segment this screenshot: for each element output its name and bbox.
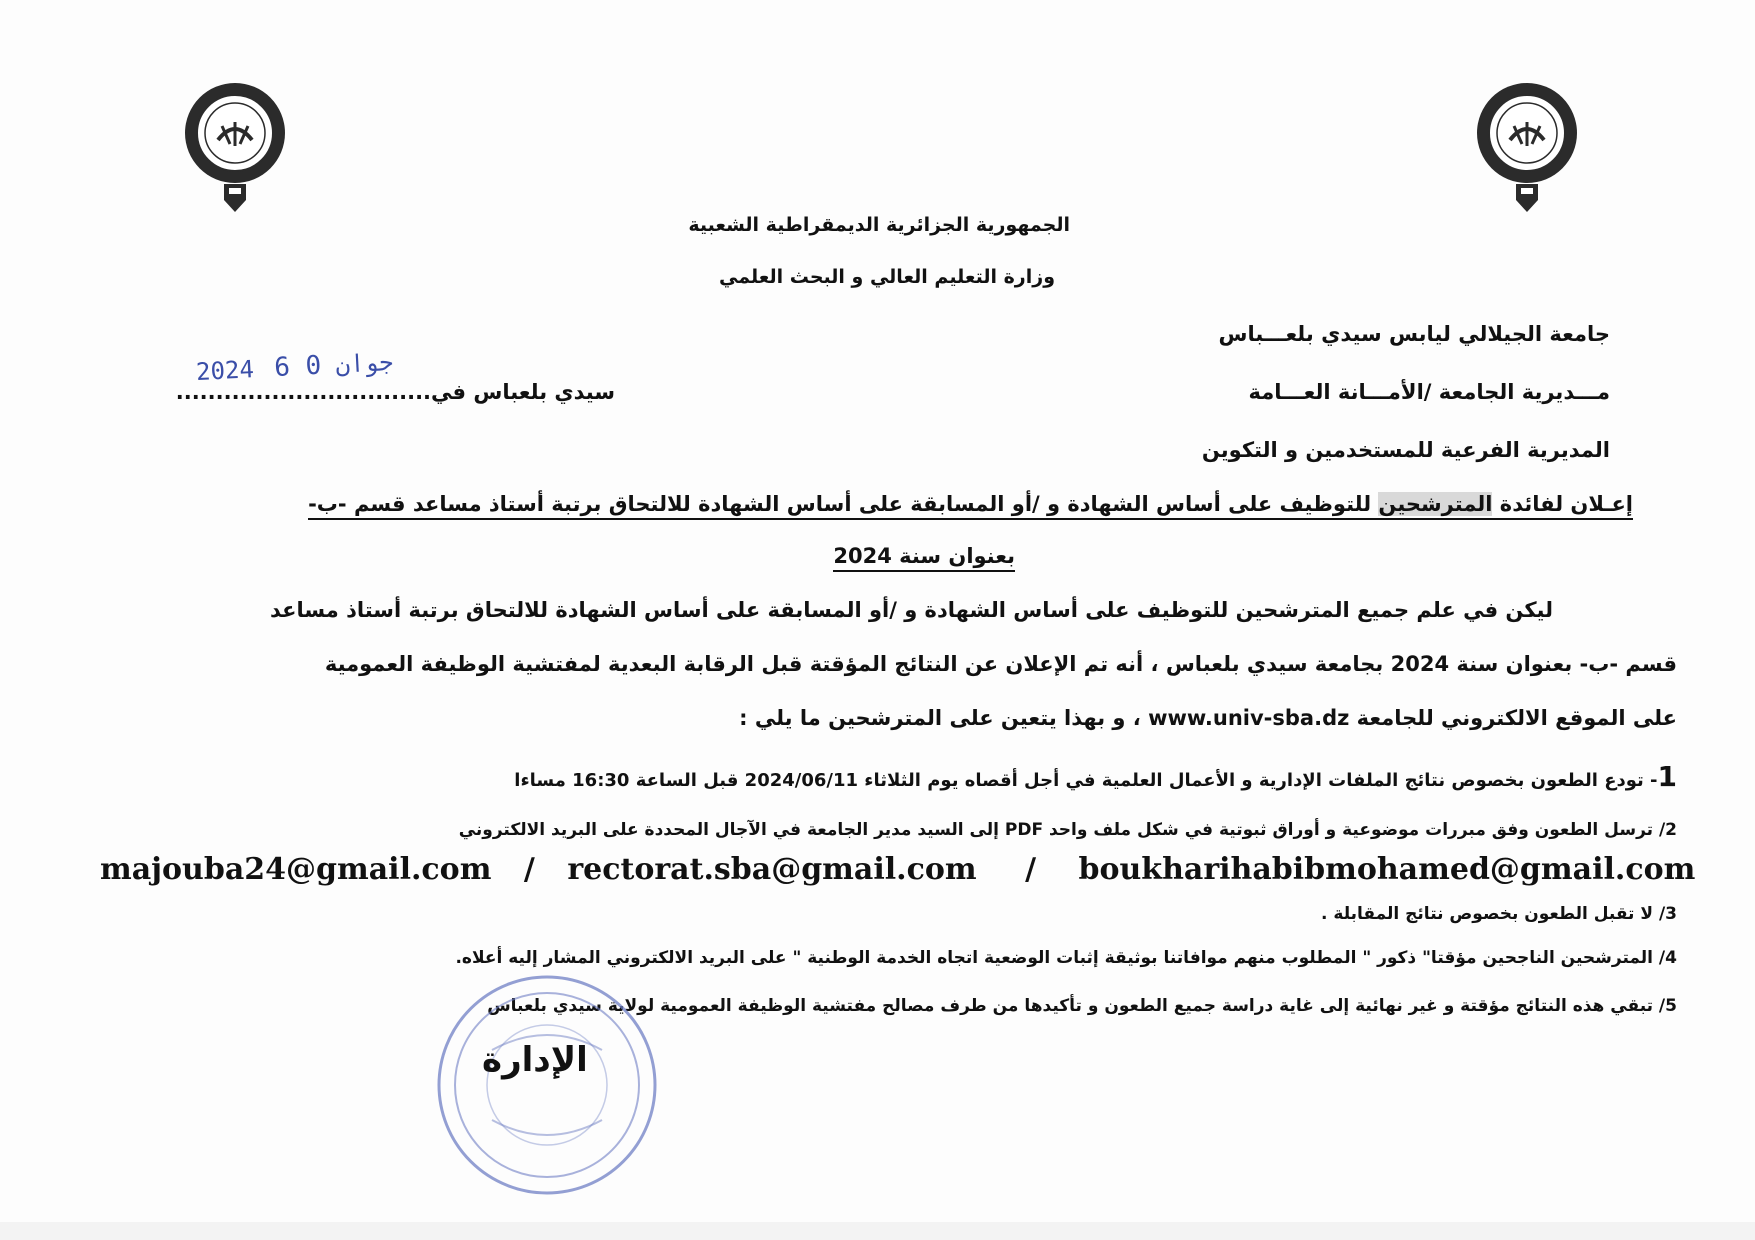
item-1-number: 1 bbox=[1657, 760, 1677, 793]
item-2: 2/ ترسل الطعون وفق مبررات موضوعية و أوراق ثبوتية في شكل ملف واحد PDF إلى السيد مدير الجامعة في الآجال المحددة على البريد الالكتروني bbox=[458, 820, 1677, 840]
announcement-title-line2: بعنوان سنة 2024 bbox=[833, 544, 1015, 572]
email-boukhari[interactable]: boukharihabibmohamed@gmail.com bbox=[1078, 852, 1696, 887]
body-line-1: ليكن في علم جميع المترشحين للتوظيف على أساس الشهادة و /أو المسابقة على أساس الشهادة للالتحاق برتبة أستاذ مساعد bbox=[270, 598, 1553, 622]
subdirectorate-name: المديرية الفرعية للمستخدمين و التكوين bbox=[1201, 438, 1610, 462]
date-stamp-month: جوان bbox=[334, 347, 395, 379]
item-1 bbox=[514, 760, 1677, 793]
official-seal bbox=[432, 970, 662, 1200]
signature-label: الإدارة bbox=[482, 1040, 588, 1080]
university-logo-left bbox=[180, 78, 290, 218]
title-prefix: إعـلان لفائدة bbox=[1492, 492, 1633, 516]
body-line-2: قسم -ب- بعنوان سنة 2024 بجامعة سيدي بلعباس ، أنه تم الإعلان عن النتائج المؤقتة قبل الرقابة البعدية لمفتشية الوظيفة العمومية bbox=[324, 652, 1677, 676]
title-highlight: المترشحين bbox=[1378, 492, 1493, 516]
ministry-header: وزارة التعليم العالي و البحث العلمي bbox=[719, 266, 1055, 288]
item-4: 4/ المترشحين الناجحين مؤقتا" ذكور " المطلوب منهم موافاتنا بوثيقة إثبات الوضعية اتجاه الخدمة الوطنية " على البريد الالكتروني المشار إليه أعلاه. bbox=[455, 948, 1677, 968]
email-separator-2: / bbox=[1025, 852, 1037, 887]
email-rectorat[interactable]: rectorat.sba@gmail.com bbox=[567, 852, 977, 887]
item-3: 3/ لا تقبل الطعون بخصوص نتائج المقابلة . bbox=[1321, 904, 1677, 924]
item-1-text: - تودع الطعون بخصوص نتائج الملفات الإدارية و الأعمال العلمية في أجل أقصاه يوم الثلاثاء 2024/06/11 قبل الساعة 16:30 مساءا bbox=[514, 770, 1658, 791]
date-stamp-year: 2024 bbox=[195, 355, 255, 387]
announcement-title bbox=[308, 492, 1633, 520]
email-majouba[interactable]: majouba24@gmail.com bbox=[100, 852, 492, 887]
directorate-name: مـــديرية الجامعة /الأمـــانة العـــامة bbox=[1248, 380, 1610, 404]
email-line bbox=[100, 852, 1696, 887]
university-logo-right bbox=[1472, 78, 1582, 218]
item-5: 5/ تبقي هذه النتائج مؤقتة و غير نهائية إلى غاية دراسة جميع الطعون و تأكيدها من طرف مصالح مفتشية الوظيفة العمومية لولاية سيدي بلعباس bbox=[487, 996, 1677, 1016]
email-separator-1: / bbox=[523, 852, 535, 887]
scan-edge bbox=[0, 1222, 1755, 1240]
body-line-3: على الموقع الالكتروني للجامعة www.univ-sba.dz ، و بهذا يتعين على المترشحين ما يلي : bbox=[739, 706, 1677, 730]
republic-header: الجمهورية الجزائرية الديمقراطية الشعبية bbox=[688, 214, 1070, 236]
place-date-label: سيدي بلعباس في................................ bbox=[175, 380, 615, 404]
title-rest: للتوظيف على أساس الشهادة و /أو المسابقة على أساس الشهادة للالتحاق برتبة أستاذ مساعد قسم -ب- bbox=[308, 492, 1379, 516]
university-name: جامعة الجيلالي ليابس سيدي بلعـــباس bbox=[1218, 322, 1610, 346]
date-stamp-day: 0 6 bbox=[273, 350, 322, 384]
